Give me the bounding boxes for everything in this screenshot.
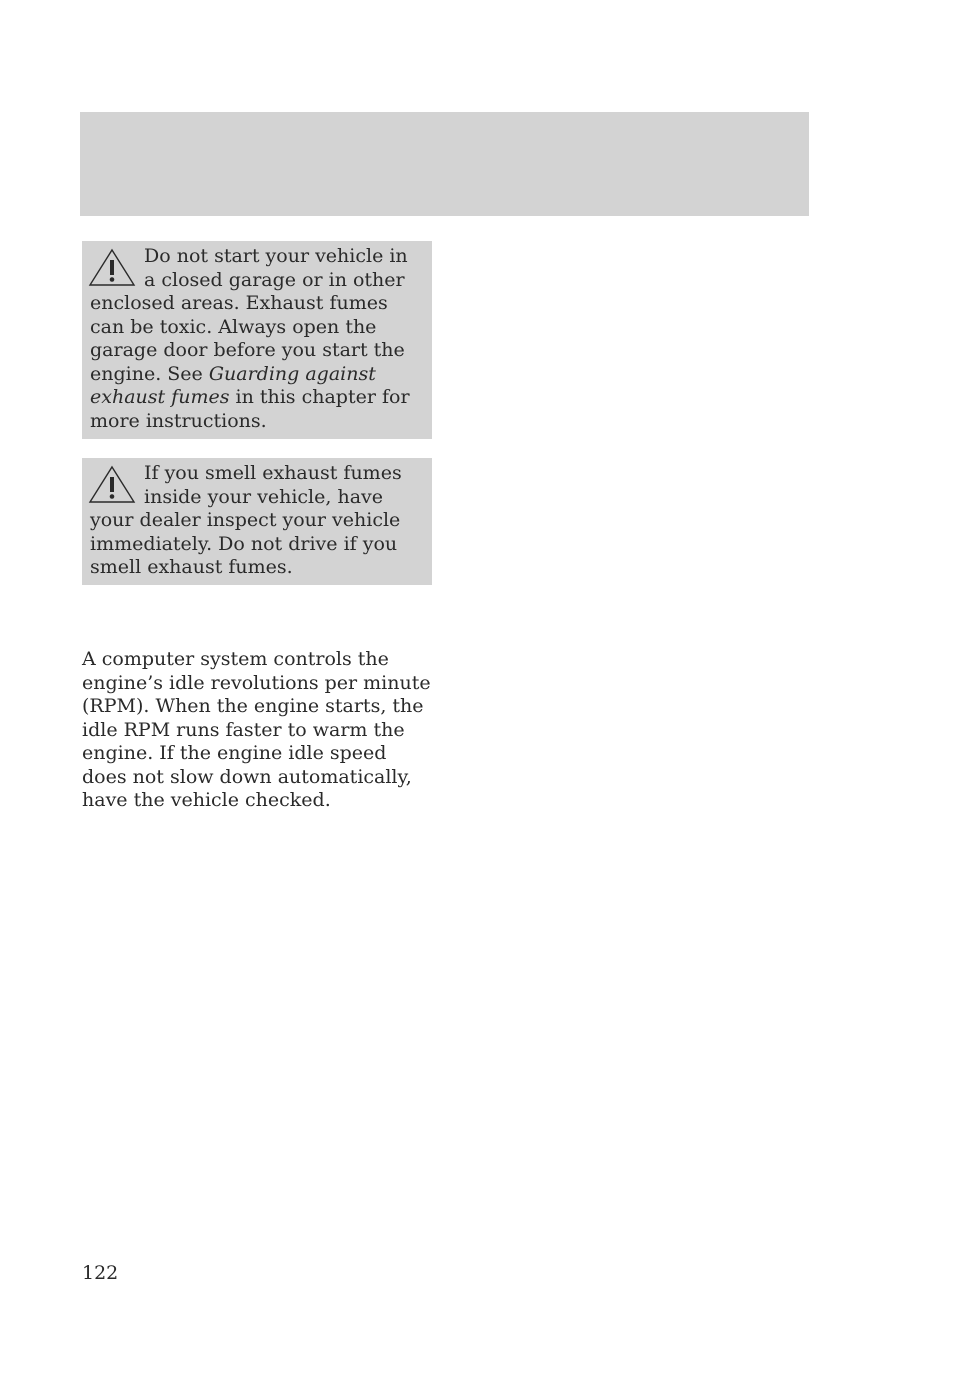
warning-box-exhaust-smell — [82, 458, 432, 585]
warning-text-part: in this chapter for more instructions. — [90, 386, 410, 432]
page-number: 122 — [82, 1262, 119, 1284]
cross-reference-italic: Guarding against exhaust fumes — [90, 362, 376, 408]
warning-triangle-icon — [88, 248, 138, 292]
warning-text: If you smell exhaust fumes inside your vehicle, have your dealer inspect your vehicle immediately. Do not drive if you smell exhaust fumes. — [90, 462, 402, 578]
warning-box-garage — [82, 241, 432, 439]
section-header-band — [80, 112, 809, 216]
idle-speed-paragraph: A computer system controls the engine’s idle revolutions per minute (RPM). When the engine starts, the idle RPM runs faster to warm the engine. If the engine idle speed does not slow down automatically, have the vehicle checked. — [82, 648, 431, 811]
warning-text-part: Do not start your vehicle in a closed garage or in other enclosed areas. Exhaust fumes can be toxic. Always open the garage door before you start the engine. See — [90, 245, 408, 385]
warning-triangle-icon — [88, 465, 138, 509]
